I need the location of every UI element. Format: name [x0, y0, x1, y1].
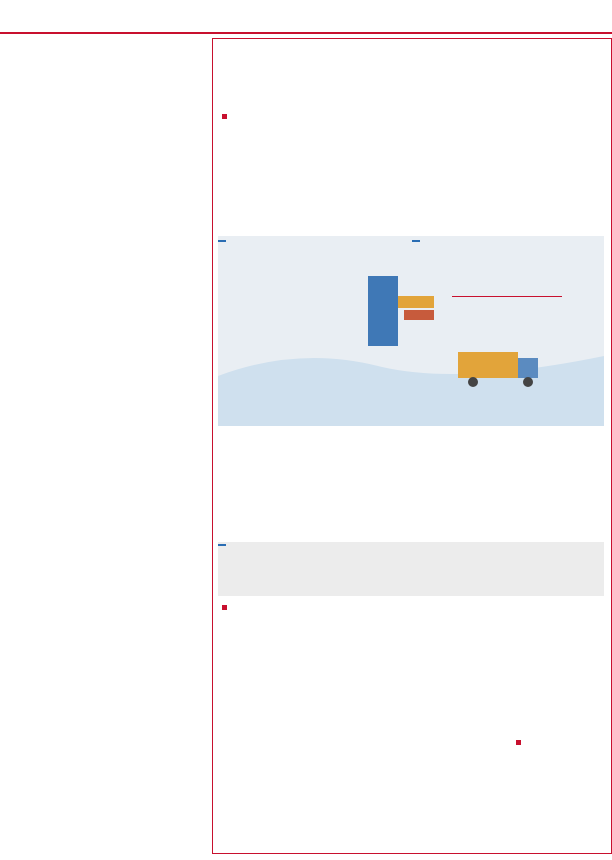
main-article-col-4: [508, 112, 604, 232]
infographic-label-left: [218, 240, 226, 242]
middle-column-text-2: [142, 456, 206, 854]
sub-article-col-3: [414, 658, 508, 850]
masthead: [0, 0, 612, 34]
sub-article-col-2: [318, 658, 410, 850]
middle-column-text: [142, 40, 206, 428]
left-column-text-2: [6, 244, 72, 636]
main-article-col-6: [318, 432, 410, 540]
section-heading-2: [222, 603, 229, 611]
crane-icon: [368, 276, 398, 346]
left-column-text: [6, 40, 72, 220]
main-article-col-3: [408, 112, 504, 232]
section-marker-icon: [222, 114, 227, 119]
infographic-label-right: [412, 240, 420, 242]
left-second-column-text: [76, 312, 140, 854]
main-article-col-5: [222, 432, 314, 540]
infographic-label-bottom: [218, 544, 226, 546]
section-marker-icon: [222, 605, 227, 610]
main-article-col-2: [312, 112, 404, 232]
sub-article-col-4: [512, 600, 606, 732]
message-board: [516, 738, 608, 850]
message-board-title: [516, 738, 608, 747]
commentary-body: [452, 296, 562, 586]
section-marker-icon: [516, 740, 521, 745]
sub-article-col-1: [222, 658, 314, 850]
main-article-col-1: [222, 136, 306, 232]
left-column-text-3: [6, 664, 72, 854]
section-heading-1: [222, 112, 229, 120]
